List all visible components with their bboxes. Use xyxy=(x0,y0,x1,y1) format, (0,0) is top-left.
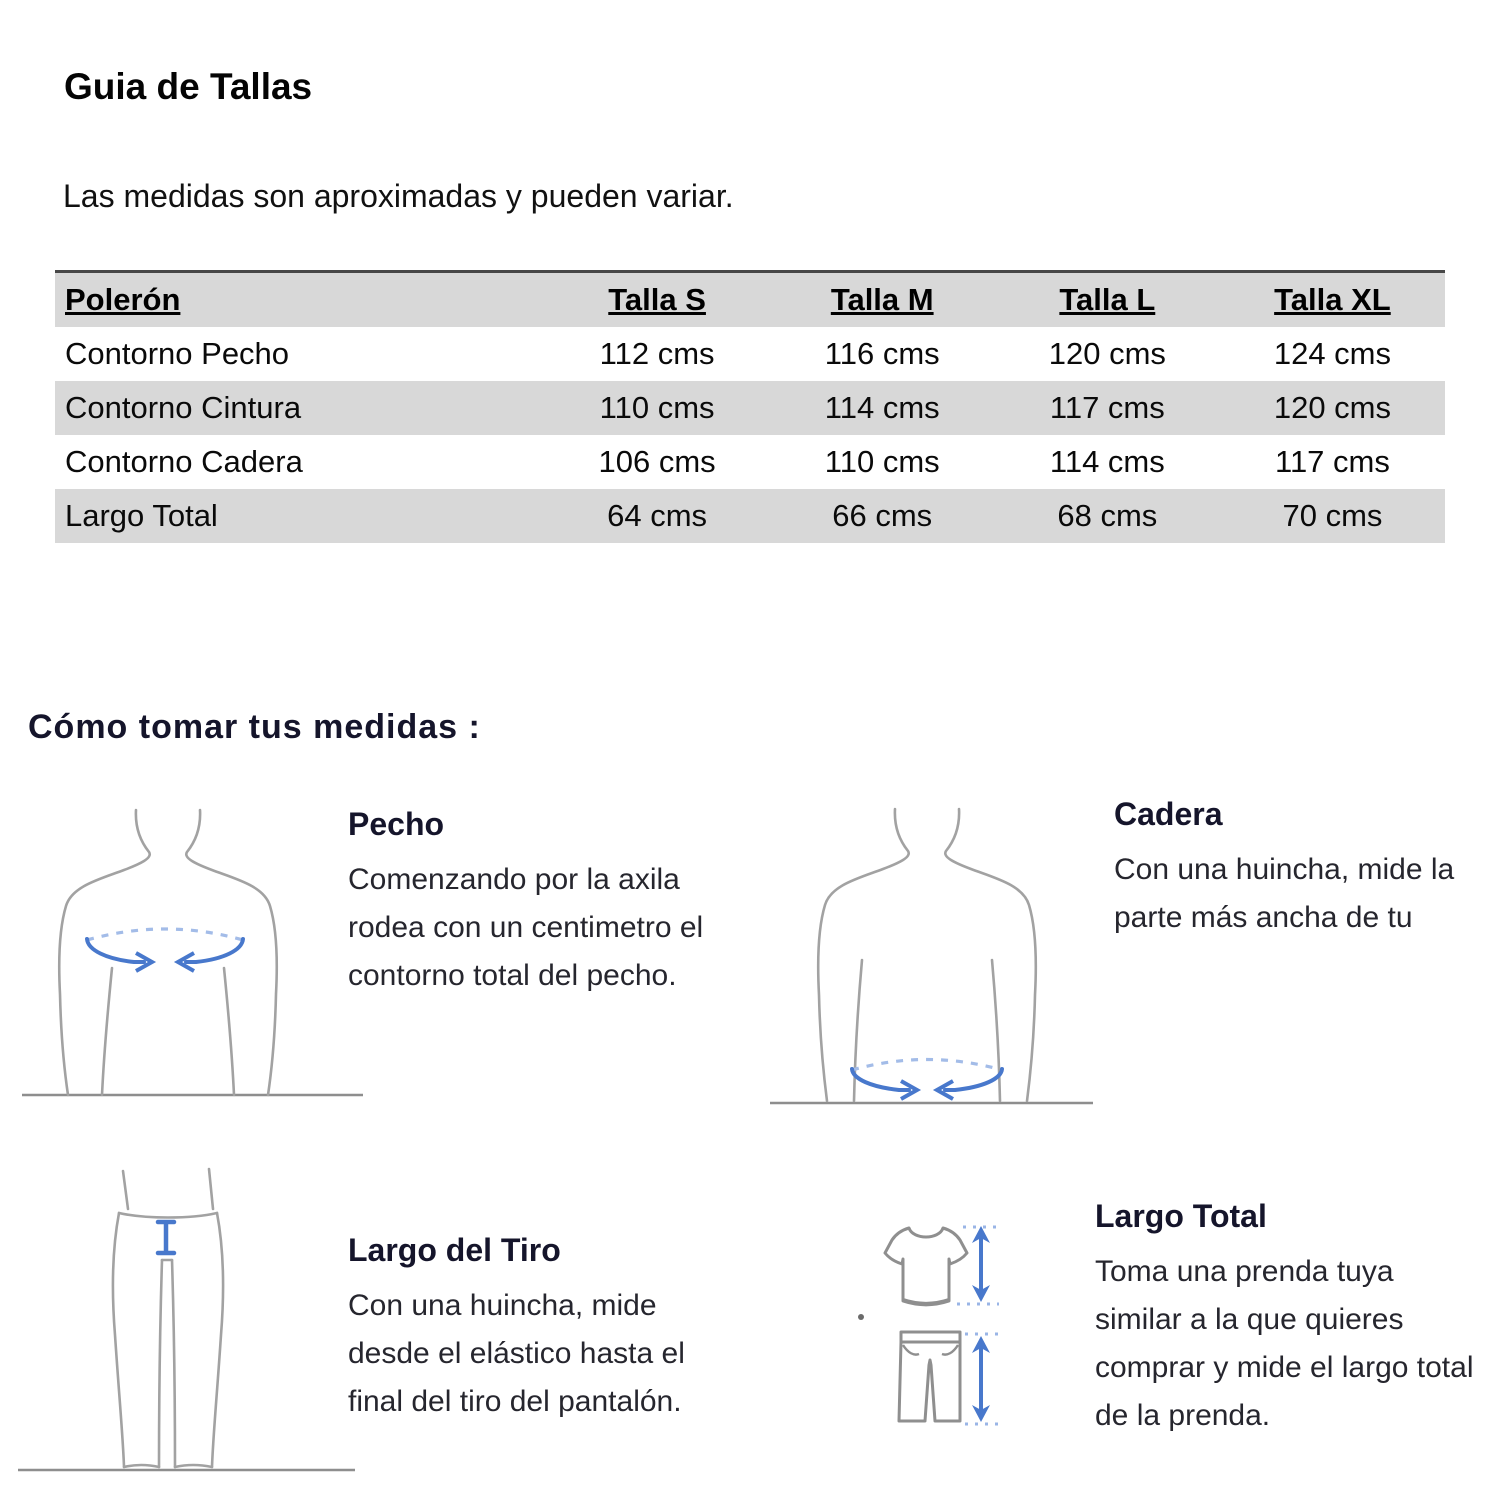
size-value: 68 cms xyxy=(1057,498,1158,533)
size-value: 110 cms xyxy=(824,444,940,479)
text-line: parte más ancha de tu xyxy=(1114,901,1413,934)
size-table-header-row xyxy=(55,272,1445,328)
how-to-measure-heading: Cómo tomar tus medidas : xyxy=(28,708,481,746)
garment-length-figure xyxy=(863,1212,1063,1442)
size-value: 117 cms xyxy=(1049,390,1165,425)
size-value: 120 cms xyxy=(1273,390,1392,425)
section-title-pecho: Pecho xyxy=(348,806,445,842)
size-value: 114 cms xyxy=(824,390,940,425)
section-text-largo-total xyxy=(1095,1248,1474,1440)
hip-measure-figure-icon xyxy=(765,795,1095,1110)
section-text-largo-del-tiro xyxy=(348,1282,685,1426)
row-label: Contorno Pecho xyxy=(65,336,290,371)
table-row-largo-total xyxy=(55,489,1445,543)
chest-measure-figure-icon xyxy=(20,798,365,1108)
measuring-tape xyxy=(852,1060,1002,1100)
size-value: 112 cms xyxy=(599,336,715,371)
tshirt-icon xyxy=(885,1228,967,1305)
text-line: Comenzando por la axila xyxy=(348,863,680,896)
size-value: 124 cms xyxy=(1273,336,1392,371)
table-row-contorno-pecho xyxy=(55,327,1445,381)
size-value: 114 cms xyxy=(1049,444,1165,479)
column-header-garment: Polerón xyxy=(65,282,181,317)
torso-outline xyxy=(59,810,277,1095)
row-label: Contorno Cadera xyxy=(65,444,303,479)
size-value: 70 cms xyxy=(1282,498,1383,533)
text-line: desde el elástico hasta el xyxy=(348,1337,685,1370)
page-subtitle: Las medidas son aproximadas y pueden variar. xyxy=(63,178,734,214)
column-header-talla-s: Talla S xyxy=(608,282,706,317)
size-table-head xyxy=(55,272,1445,328)
torso-outline xyxy=(818,809,1036,1101)
table-row-contorno-cintura xyxy=(55,381,1445,435)
column-header-talla-l: Talla L xyxy=(1059,282,1156,317)
column-header-talla-xl: Talla XL xyxy=(1274,282,1391,317)
page-title: Guia de Tallas xyxy=(64,66,313,107)
size-value: 64 cms xyxy=(607,498,708,533)
text-line: Con una huincha, mide la xyxy=(1114,853,1455,886)
text-line: similar a la que quieres xyxy=(1095,1303,1404,1336)
size-value: 106 cms xyxy=(598,444,716,479)
section-title-cadera: Cadera xyxy=(1114,796,1223,832)
text-line: contorno total del pecho. xyxy=(348,959,677,992)
text-line: de la prenda. xyxy=(1095,1399,1271,1432)
text-line: final del tiro del pantalón. xyxy=(348,1385,682,1418)
table-row-contorno-cadera xyxy=(55,435,1445,489)
text-line: comprar y mide el largo total xyxy=(1095,1351,1474,1384)
row-label: Contorno Cintura xyxy=(65,390,302,425)
section-text-cadera xyxy=(1114,846,1454,942)
row-label: Largo Total xyxy=(65,498,218,533)
size-value: 110 cms xyxy=(599,390,715,425)
measuring-tape xyxy=(87,929,243,971)
size-value: 117 cms xyxy=(1275,444,1390,479)
text-line: Con una huincha, mide xyxy=(348,1289,657,1322)
stray-dot xyxy=(858,1314,864,1320)
size-table-body xyxy=(55,327,1445,543)
size-value: 116 cms xyxy=(824,336,940,371)
size-value: 66 cms xyxy=(832,498,933,533)
text-line: Toma una prenda tuya xyxy=(1095,1255,1394,1288)
legs-outline xyxy=(113,1169,223,1467)
size-table xyxy=(55,270,1445,543)
section-title-largo-del-tiro: Largo del Tiro xyxy=(348,1232,561,1268)
shirt-length-arrow xyxy=(957,1226,999,1304)
section-text-pecho xyxy=(348,856,703,1000)
pants-length-arrow xyxy=(965,1334,999,1424)
text-line: rodea con un centimetro el xyxy=(348,911,704,944)
column-header-talla-m: Talla M xyxy=(830,282,934,317)
rise-marker xyxy=(158,1222,174,1253)
legs-rise-figure-icon xyxy=(15,1125,360,1475)
size-value: 120 cms xyxy=(1048,336,1166,371)
pants-icon xyxy=(899,1332,960,1421)
section-title-largo-total: Largo Total xyxy=(1095,1198,1267,1234)
